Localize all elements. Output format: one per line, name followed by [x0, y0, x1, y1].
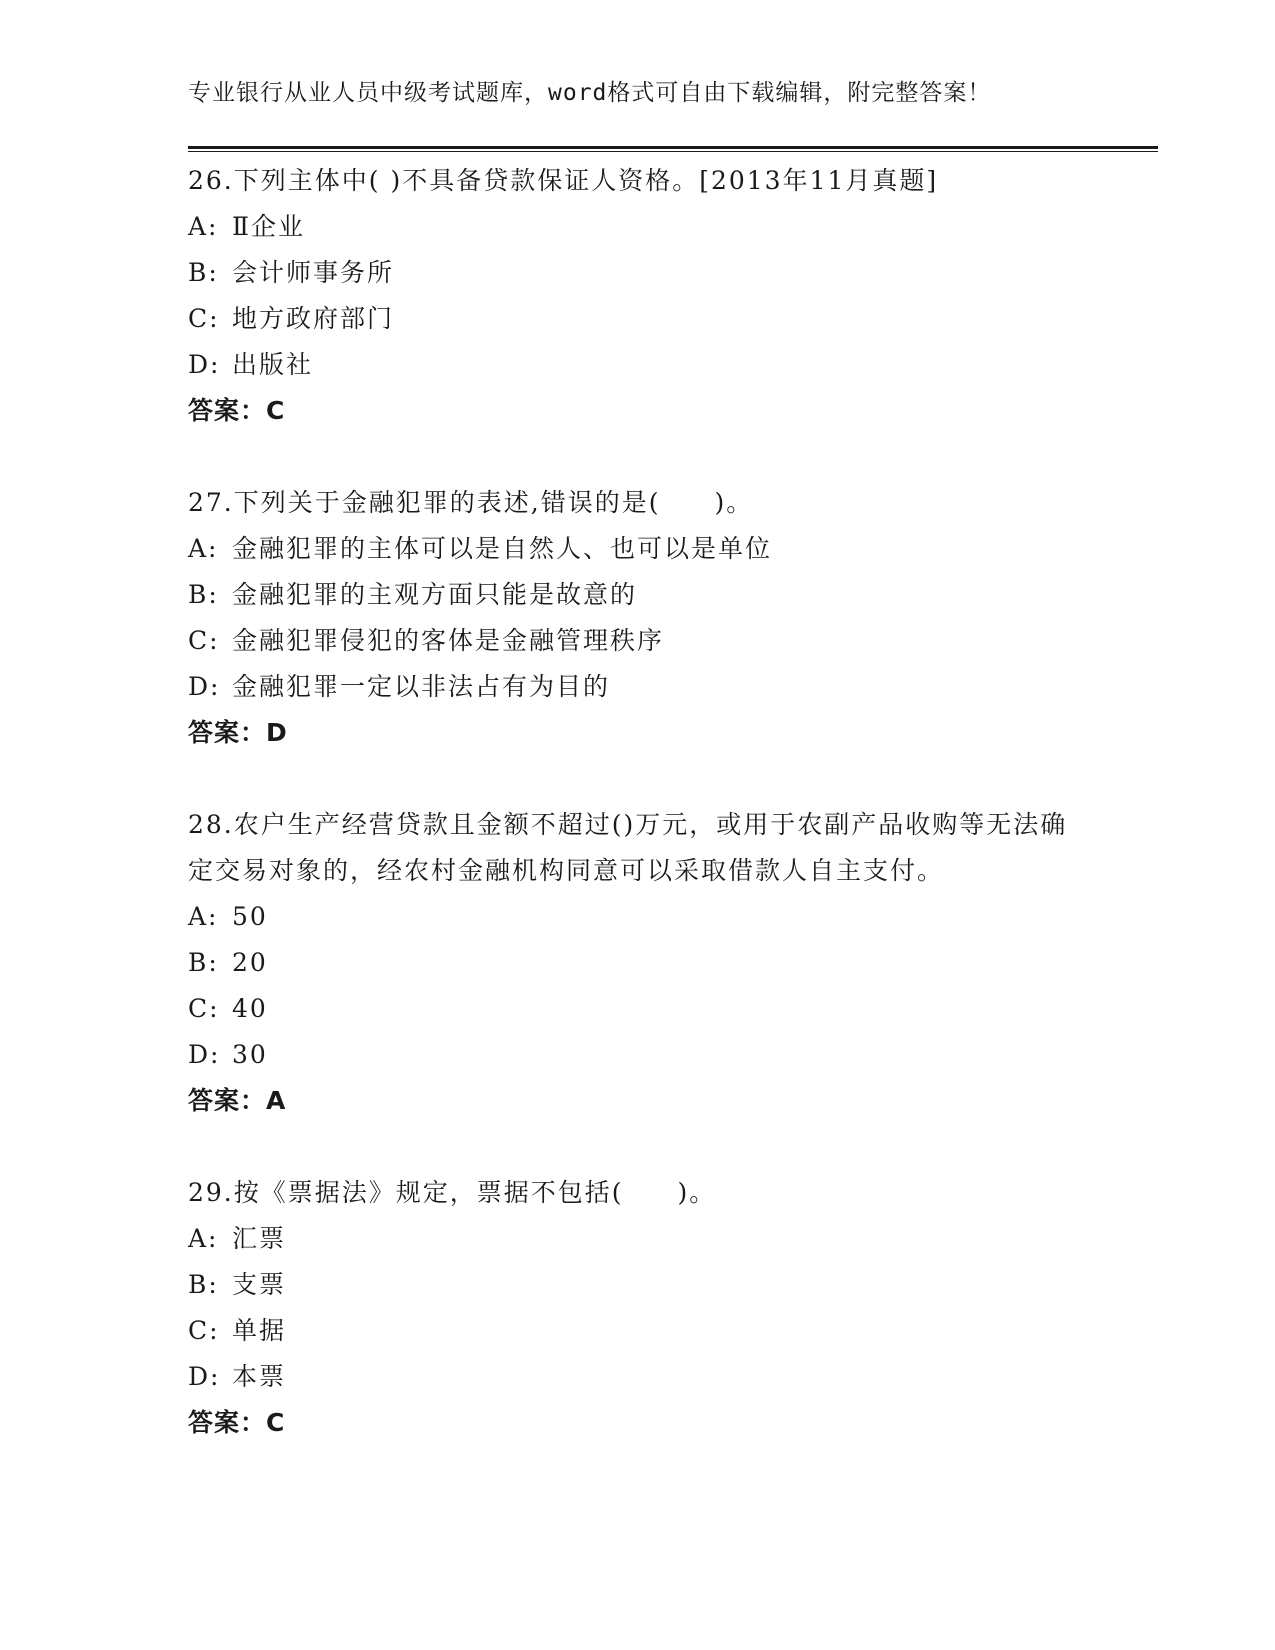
option-b — [188, 572, 1088, 618]
option-letter: C: — [188, 994, 220, 1023]
option-letter: C: — [188, 304, 220, 333]
spacer — [188, 756, 1088, 802]
question-26 — [188, 158, 1088, 480]
option-a — [188, 204, 1088, 250]
answer: 答案：D — [188, 718, 288, 747]
option-b — [188, 940, 1088, 986]
option-text: 金融犯罪一定以非法占有为目的 — [232, 672, 611, 701]
option-letter: D: — [188, 1362, 221, 1391]
option-d — [188, 342, 1088, 388]
option-letter: B: — [188, 1270, 219, 1299]
header-divider-thin — [188, 151, 1158, 152]
answer: 答案：A — [188, 1086, 287, 1115]
option-text: 会计师事务所 — [232, 258, 395, 287]
option-text: 金融犯罪的主体可以是自然人、也可以是单位 — [232, 534, 773, 563]
option-text: 金融犯罪的主观方面只能是故意的 — [232, 580, 638, 609]
option-letter: D: — [188, 350, 221, 379]
option-b — [188, 250, 1088, 296]
option-text: 单据 — [232, 1316, 287, 1345]
option-c — [188, 986, 1088, 1032]
spacer — [188, 434, 1088, 480]
question-stem: 28.农户生产经营贷款且金额不超过()万元，或用于农副产品收购等无法确定交易对象的，经农村金融机构同意可以采取借款人自主支付。 — [188, 810, 1068, 885]
option-letter: D: — [188, 672, 221, 701]
option-text: 30 — [232, 1040, 268, 1069]
option-text: 50 — [232, 902, 268, 931]
option-text: 出版社 — [232, 350, 314, 379]
question-list — [188, 158, 1088, 1446]
option-text: 金融犯罪侵犯的客体是金融管理秩序 — [232, 626, 665, 655]
option-d — [188, 1032, 1088, 1078]
option-letter: A: — [188, 212, 219, 241]
answer: 答案：C — [188, 1408, 286, 1437]
option-d — [188, 1354, 1088, 1400]
option-c — [188, 296, 1088, 342]
page-header: 专业银行从业人员中级考试题库，word格式可自由下载编辑，附完整答案！ — [188, 80, 992, 106]
option-b — [188, 1262, 1088, 1308]
header-divider — [188, 146, 1158, 149]
question-28 — [188, 802, 1088, 1170]
option-letter: B: — [188, 580, 219, 609]
question-29 — [188, 1170, 1088, 1446]
option-text: 40 — [232, 994, 268, 1023]
option-text: 地方政府部门 — [232, 304, 395, 333]
option-c — [188, 1308, 1088, 1354]
option-letter: A: — [188, 534, 219, 563]
option-text: 本票 — [232, 1362, 287, 1391]
option-letter: B: — [188, 258, 219, 287]
option-a — [188, 894, 1088, 940]
question-stem: 29.按《票据法》规定，票据不包括( )。 — [188, 1178, 717, 1207]
option-c — [188, 618, 1088, 664]
option-letter: A: — [188, 902, 219, 931]
option-letter: C: — [188, 626, 220, 655]
option-text: 汇票 — [232, 1224, 287, 1253]
answer: 答案：C — [188, 396, 286, 425]
option-text: 支票 — [232, 1270, 287, 1299]
option-letter: B: — [188, 948, 219, 977]
question-stem: 26.下列主体中( )不具备贷款保证人资格。[2013年11月真题] — [188, 166, 939, 195]
option-text: 20 — [232, 948, 268, 977]
option-text: Ⅱ企业 — [232, 212, 305, 241]
option-d — [188, 664, 1088, 710]
option-letter: C: — [188, 1316, 220, 1345]
option-a — [188, 526, 1088, 572]
question-27 — [188, 480, 1088, 802]
option-letter: A: — [188, 1224, 219, 1253]
option-a — [188, 1216, 1088, 1262]
question-stem: 27.下列关于金融犯罪的表述,错误的是( )。 — [188, 488, 754, 517]
spacer — [188, 1124, 1088, 1170]
option-letter: D: — [188, 1040, 221, 1069]
